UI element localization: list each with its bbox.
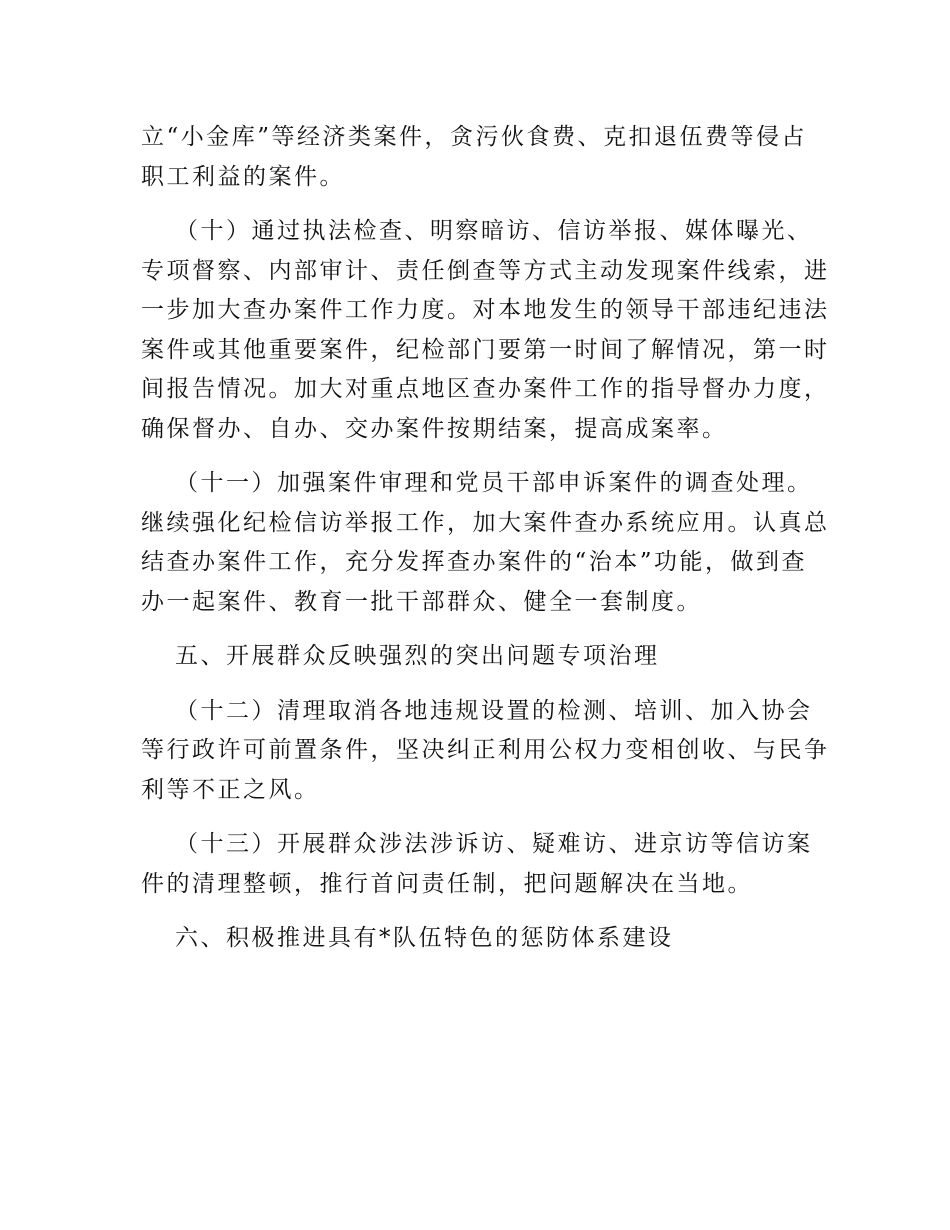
section-heading-6 xyxy=(141,919,813,959)
text-line: 一步加大查办案件工作力度。对本地发生的领导干部违纪违法 xyxy=(141,297,830,323)
paragraph-item-10 xyxy=(141,212,830,449)
heading-line: 五、开展群众反映强烈的突出问题专项治理 xyxy=(175,643,660,669)
text-line: 利等不正之风。 xyxy=(141,776,320,803)
text-line: 结查办案件工作，充分发挥查办案件的“治本”功能，做到查 xyxy=(141,549,808,575)
text-line: （十二）清理取消各地违规设置的检测、培训、加入协会 xyxy=(175,697,813,724)
heading-line: 六、积极推进具有*队伍特色的惩防体系建设 xyxy=(175,925,674,951)
text-line: 办一起案件、教育一批干部群众、健全一套制度。 xyxy=(141,588,702,615)
text-line: 立“小金库”等经济类案件，贪污伙食费、克扣退伍费等侵占 xyxy=(141,124,808,150)
paragraph-item-11 xyxy=(141,464,830,622)
text-line: 案件或其他重要案件，纪检部门要第一时间了解情况，第一时 xyxy=(141,336,830,363)
text-line: 专项督察、内部审计、责任倒查等方式主动发现案件线索，进 xyxy=(141,257,830,284)
document-body xyxy=(141,118,830,974)
text-line: 间报告情况。加大对重点地区查办案件工作的指导督办力度， xyxy=(141,376,830,402)
text-line: 等行政许可前置条件，坚决纠正利用公权力变相创收、与民争 xyxy=(141,737,830,763)
paragraph-item-13 xyxy=(141,825,813,904)
text-line: （十）通过执法检查、明察暗访、信访举报、媒体曝光、 xyxy=(175,218,813,244)
text-line: （十三）开展群众涉法涉诉访、疑难访、进京访等信访案 xyxy=(175,831,813,857)
text-line: 职工利益的案件。 xyxy=(141,163,345,190)
section-heading-5 xyxy=(141,637,813,677)
text-line: （十一）加强案件审理和党员干部申诉案件的调查处理。 xyxy=(175,470,813,496)
paragraph-continuation xyxy=(141,118,813,197)
paragraph-item-12 xyxy=(141,692,830,811)
text-line: 确保督办、自办、交办案件按期结案，提高成案率。 xyxy=(141,415,728,442)
text-line: 继续强化纪检信访举报工作，加大案件查办系统应用。认真总 xyxy=(141,509,830,536)
text-line: 件的清理整顿，推行首问责任制，把问题解决在当地。 xyxy=(141,870,753,897)
